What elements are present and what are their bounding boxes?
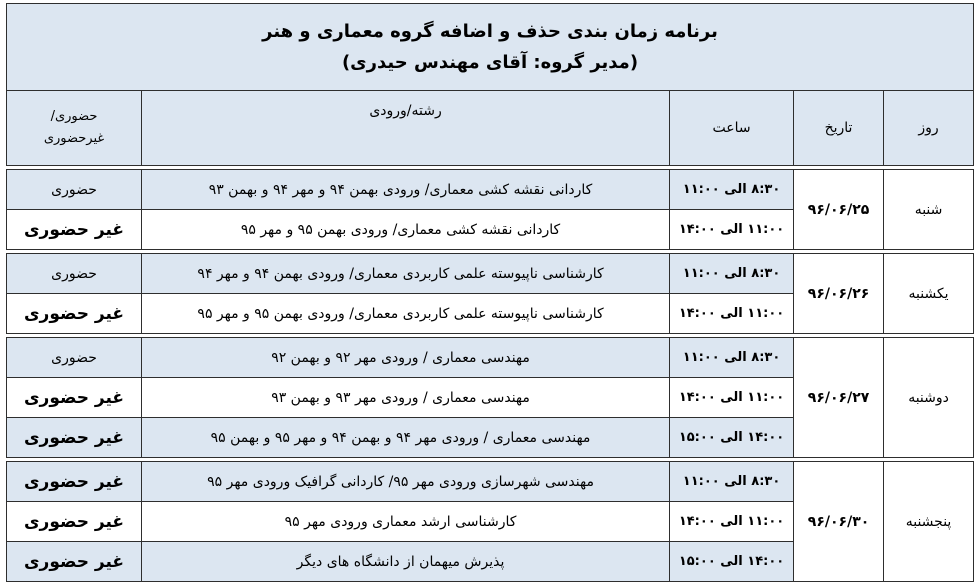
date-cell: ۹۶/۰۶/۳۰: [794, 462, 884, 582]
major-cell: مهندسی معماری / ورودی مهر ۹۲ و بهمن ۹۲: [142, 338, 670, 378]
mode-cell: حضوری: [7, 254, 142, 294]
table-row: [7, 338, 974, 378]
table-title: [7, 4, 974, 91]
time-cell: ۱۴:۰۰ الی ۱۵:۰۰: [670, 542, 794, 582]
time-cell: ۸:۳۰ الی ۱۱:۰۰: [670, 170, 794, 210]
time-cell: ۸:۳۰ الی ۱۱:۰۰: [670, 338, 794, 378]
major-cell: کاردانی نقشه کشی معماری/ ورودی بهمن ۹۴ و مهر ۹۴ و بهمن ۹۳: [142, 170, 670, 210]
header-time: ساعت: [670, 91, 794, 166]
header-day: روز: [884, 91, 974, 166]
major-cell: کارشناسی ارشد معماری ورودی مهر ۹۵: [142, 502, 670, 542]
header-mode: [7, 91, 142, 166]
table-row: [7, 462, 974, 502]
major-cell: پذیرش میهمان از دانشگاه های دیگر: [142, 542, 670, 582]
time-cell: ۱۱:۰۰ الی ۱۴:۰۰: [670, 502, 794, 542]
time-cell: ۸:۳۰ الی ۱۱:۰۰: [670, 462, 794, 502]
mode-cell: حضوری: [7, 338, 142, 378]
day-cell: پنجشنبه: [884, 462, 974, 582]
mode-cell: غیر حضوری: [7, 210, 142, 250]
mode-cell: غیر حضوری: [7, 502, 142, 542]
mode-cell: غیر حضوری: [7, 418, 142, 458]
day-cell: دوشنبه: [884, 338, 974, 458]
mode-cell: غیر حضوری: [7, 294, 142, 334]
mode-cell: غیر حضوری: [7, 378, 142, 418]
table-row: [7, 254, 974, 294]
major-cell: مهندسی معماری / ورودی مهر ۹۳ و بهمن ۹۳: [142, 378, 670, 418]
major-cell: کاردانی نقشه کشی معماری/ ورودی بهمن ۹۵ و مهر ۹۵: [142, 210, 670, 250]
header-major: رشته/ورودی: [142, 91, 670, 166]
day-cell: یکشنبه: [884, 254, 974, 334]
day-cell: شنبه: [884, 170, 974, 250]
header-mode-line-1: حضوری/: [50, 109, 98, 124]
schedule-sheet: [6, 3, 973, 572]
header-row: [7, 91, 974, 166]
mode-cell: غیر حضوری: [7, 542, 142, 582]
time-cell: ۸:۳۰ الی ۱۱:۰۰: [670, 254, 794, 294]
mode-cell: حضوری: [7, 170, 142, 210]
major-cell: مهندسی معماری / ورودی مهر ۹۴ و بهمن ۹۴ و مهر ۹۵ و بهمن ۹۵: [142, 418, 670, 458]
mode-cell: غیر حضوری: [7, 462, 142, 502]
major-cell: مهندسی شهرسازی ورودی مهر ۹۵/ کاردانی گرافیک ورودی مهر ۹۵: [142, 462, 670, 502]
header-mode-line-2: غیرحضوری: [43, 131, 105, 146]
title-line-1: برنامه زمان بندی حذف و اضافه گروه معماری و هنر: [262, 21, 718, 42]
table-row: [7, 170, 974, 210]
major-cell: کارشناسی ناپیوسته علمی کاربردی معماری/ ورودی بهمن ۹۵ و مهر ۹۵: [142, 294, 670, 334]
date-cell: ۹۶/۰۶/۲۵: [794, 170, 884, 250]
date-cell: ۹۶/۰۶/۲۶: [794, 254, 884, 334]
time-cell: ۱۱:۰۰ الی ۱۴:۰۰: [670, 210, 794, 250]
time-cell: ۱۱:۰۰ الی ۱۴:۰۰: [670, 294, 794, 334]
time-cell: ۱۴:۰۰ الی ۱۵:۰۰: [670, 418, 794, 458]
title-line-2: (مدیر گروه: آقای مهندس حیدری): [341, 52, 639, 73]
time-cell: ۱۱:۰۰ الی ۱۴:۰۰: [670, 378, 794, 418]
schedule-table: [6, 3, 974, 582]
major-cell: کارشناسی ناپیوسته علمی کاربردی معماری/ ورودی بهمن ۹۴ و مهر ۹۴: [142, 254, 670, 294]
header-date: تاریخ: [794, 91, 884, 166]
date-cell: ۹۶/۰۶/۲۷: [794, 338, 884, 458]
